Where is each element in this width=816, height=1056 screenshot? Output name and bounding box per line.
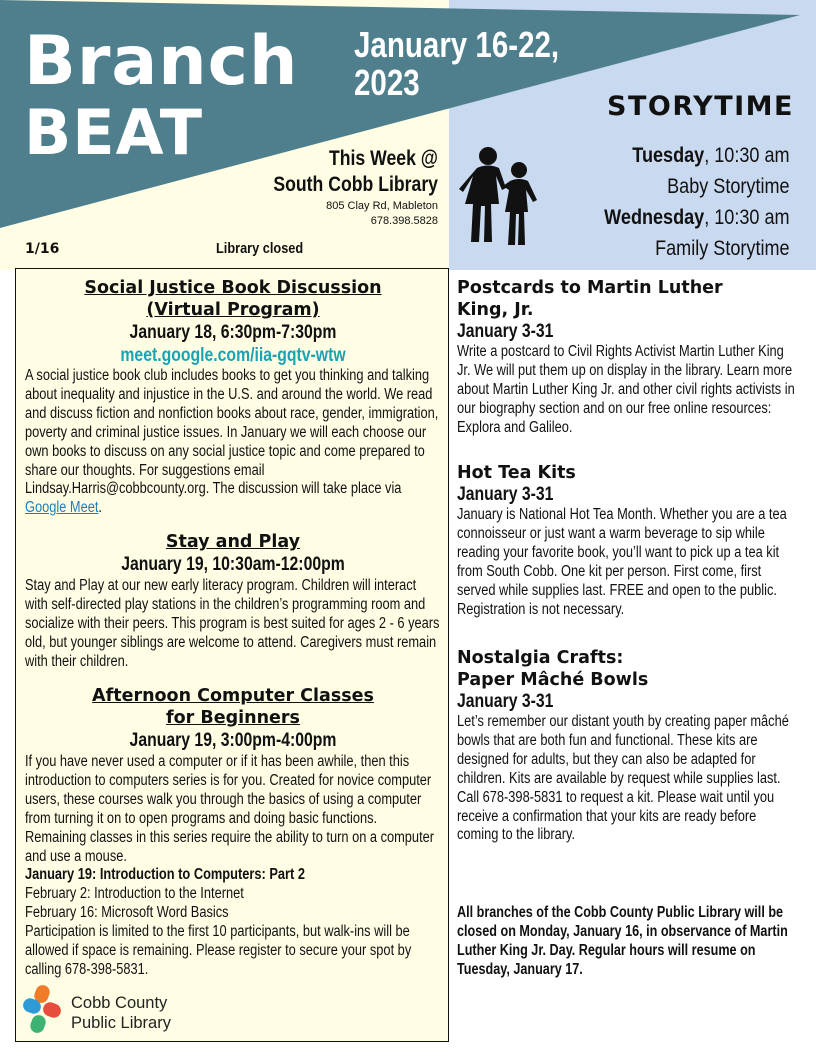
storytime-program: Family Storytime (655, 237, 790, 261)
storytime-time: , 10:30 am (704, 144, 790, 167)
this-week-label: This Week @ (328, 147, 438, 170)
google-meet-link[interactable]: Google Meet (25, 499, 99, 517)
storytime-item (605, 140, 790, 171)
event-hot-tea-kits (457, 462, 797, 619)
brand-title-line2: BEAT (24, 96, 204, 169)
storytime-item (605, 202, 790, 233)
event-title: Social Justice Book Discussion (84, 278, 382, 298)
storytime-day: Wednesday (604, 206, 705, 230)
event-date: January 18, 6:30pm-7:30pm (129, 322, 337, 343)
event-date: January 3-31 (457, 321, 554, 342)
date-range: January 16-22, 2023 (354, 24, 560, 103)
branch-heading (273, 146, 438, 198)
street-address: 805 Clay Rd, Mableton (326, 200, 438, 212)
storytime-list (605, 140, 790, 264)
event-date: January 19, 3:00pm-4:00pm (129, 730, 337, 751)
storytime-day: Tuesday (632, 144, 705, 167)
storytime-program: Baby Storytime (667, 175, 790, 199)
event-date: January 19, 10:30am-12:00pm (121, 554, 345, 575)
event-description: January is National Hot Tea Month. Whether you are a tea connoisseur or just want a warm beverage to sip while reading your favorite book, you’ll want to pick up a tea kit from South Cobb. One kit per person. First come, first served while supplies last. FREE and open to the public. Registration is not necessary. (457, 506, 787, 618)
event-computer-classes (25, 685, 441, 980)
children-walking-icon (459, 142, 541, 250)
event-title: Stay and Play (165, 532, 301, 552)
event-title: Nostalgia Crafts: (457, 648, 624, 668)
closed-note: Library closed (216, 240, 304, 257)
storytime-time: , 10:30 am (704, 206, 790, 230)
logo-line2: Public Library (71, 1014, 171, 1032)
phone-number: 678.398.5828 (370, 215, 438, 228)
event-title: Afternoon Computer Classes (92, 686, 374, 706)
event-stay-and-play (25, 531, 441, 672)
event-social-justice (25, 277, 441, 518)
storytime-title: STORYTIME (607, 91, 794, 122)
event-date: January 3-31 (457, 691, 554, 712)
event-subtitle: Paper Mâché Bowls (457, 670, 649, 690)
event-description: Write a postcard to Civil Rights Activist Martin Luther King Jr. We will put them up on display in the library. Learn more about Martin Luther King Jr. and other civil rights activists in our biography section and on our free online resources: Explora and Galileo. (457, 343, 795, 436)
event-postcards-mlk (457, 277, 797, 438)
event-description: Let’s remember our distant youth by creating paper mâché bowls that are both fun and functional. These kits are designed for adults, but they can also be adapted for children. Kits are available by request while supplies last. Call 678-398-5831 to request a kit. Please wait until you receive a confirmation that your kits are ready before coming to the library. (457, 713, 789, 844)
schedule-item-text: January 19: Introduction to Computers: Part 2 (25, 866, 305, 884)
schedule-item: February 2: Introduction to the Internet (25, 885, 244, 903)
brand-title-line1: Branch (24, 22, 299, 101)
event-body: A social justice book club includes books to get you thinking and talking about inequality and injustice in the U.S. and around the world. We read and discuss fiction and nonfiction books about race, gender, immigration, poverty and criminal justice issues. In January we will each choose our own books to discuss on any social justice topic and come prepared to share our thoughts. For suggestions email Lindsay.Harris@cobbcounty.org. The discussion will take place via (25, 367, 439, 498)
schedule-item: February 16: Microsoft Word Basics (25, 904, 229, 922)
event-subtitle: for Beginners (166, 708, 300, 728)
event-title: Hot Tea Kits (457, 463, 576, 483)
event-description: Stay and Play at our new early literacy program. Children will interact with self-directed play stations in the children’s programming room and socialize with their peers. This program is best suited for ages 2 - 6 years old, but younger siblings are welcome to attend. Caregivers must remain with their children. (25, 577, 440, 670)
logo-line1: Cobb County (71, 994, 168, 1012)
left-events-panel (15, 268, 449, 1042)
event-nostalgia-crafts (457, 647, 797, 845)
meeting-link[interactable]: meet.google.com/iia-gqtv-wtw (120, 345, 346, 366)
library-logo-icon (21, 983, 65, 1037)
event-subtitle: (Virtual Program) (146, 300, 320, 320)
event-footer: Participation is limited to the first 10 participants, but walk-ins will be allowed if space is remaining. Please register to secure your spot by calling 678-398-5831. (25, 923, 412, 978)
closure-notice: All branches of the Cobb County Public Library will be closed on Monday, January 16, in observance of Martin Luther King Jr. Day. Regular hours will resume on Tuesday, January 17. (457, 904, 788, 978)
event-body: If you have never used a computer or if it has been awhile, then this introduction to computers series is for you. Created for novice computer users, these courses walk you through the basics of using a computer from turning it on to open programs and doing basic functions. Remaining classes in this series require the ability to turn on a computer and use a mouse. (25, 753, 435, 865)
branch-name: South Cobb Library (273, 172, 438, 196)
schedule-item (25, 866, 441, 885)
event-description (25, 753, 441, 980)
closed-date: 1/16 (25, 241, 60, 257)
event-title: Postcards to Martin Luther (457, 278, 723, 298)
branch-address (326, 199, 438, 230)
event-description (25, 367, 441, 518)
event-subtitle: King, Jr. (457, 300, 534, 320)
event-date: January 3-31 (457, 484, 554, 505)
event-body-end: . (98, 499, 102, 517)
logo-text (71, 993, 171, 1033)
cobb-library-logo (21, 981, 221, 1037)
